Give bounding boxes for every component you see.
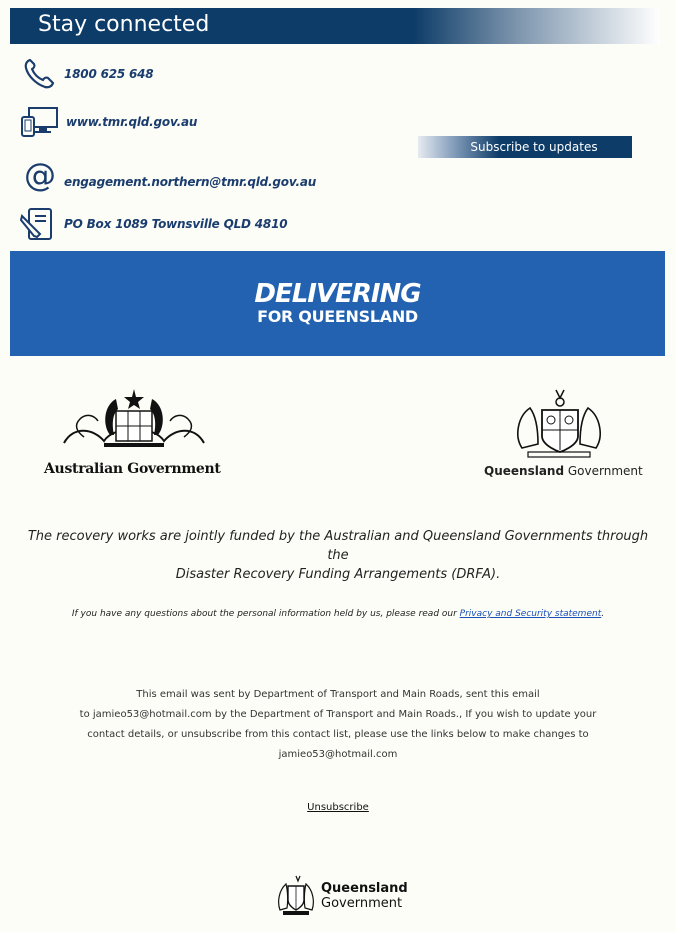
postal-address: PO Box 1089 Townsville QLD 4810 — [64, 217, 288, 231]
privacy-text: If you have any questions about the personal information held by us, please read our — [71, 609, 460, 619]
subscribe-button[interactable] — [418, 136, 632, 158]
queensland-crest-small-icon — [275, 874, 317, 918]
unsubscribe-row — [0, 802, 676, 813]
australian-government-name: Australian Government — [44, 461, 221, 477]
stay-connected-header — [10, 8, 660, 44]
funding-line2: Disaster Recovery Funding Arrangements (DRFA). — [175, 567, 501, 582]
privacy-notice — [20, 609, 656, 619]
queensland-government-name — [484, 464, 643, 478]
footer-logo-line1: Queensland — [321, 881, 408, 896]
footer-logo-text — [321, 881, 408, 911]
contact-post — [20, 206, 287, 242]
footer-line3: contact details, or unsubscribe from this contact list, please use the links below to make changes to — [87, 729, 589, 740]
banner-line1: DELIVERING — [254, 279, 421, 309]
contact-phone[interactable] — [20, 56, 153, 92]
commonwealth-crest-icon — [44, 385, 224, 465]
queensland-crest-icon — [484, 386, 634, 462]
letter-icon — [20, 206, 60, 242]
contact-email[interactable] — [20, 157, 316, 193]
email-link[interactable]: engagement.northern@tmr.qld.gov.au — [64, 175, 317, 189]
footer-queensland-logo — [275, 874, 408, 918]
footer-line2: to jamieo53@hotmail.com by the Department of Transport and Main Roads., If you wish to update your — [79, 709, 597, 720]
banner-line2: FOR QUEENSLAND — [257, 307, 418, 326]
privacy-end: . — [601, 609, 605, 619]
contact-website[interactable] — [20, 104, 197, 140]
email-footer-notice — [60, 685, 616, 765]
qld-name-bold: Queensland — [484, 464, 565, 478]
subscribe-label: Subscribe to updates — [470, 140, 598, 154]
devices-icon — [20, 104, 60, 140]
privacy-link[interactable]: Privacy and Security statement — [459, 609, 602, 619]
phone-icon — [20, 56, 60, 92]
delivering-banner — [10, 251, 665, 356]
website-link[interactable]: www.tmr.qld.gov.au — [66, 115, 198, 129]
funding-line1: The recovery works are jointly funded by the Australian and Queensland Governments through the — [27, 529, 649, 563]
footer-line1: This email was sent by Department of Transport and Main Roads, sent this email — [136, 689, 540, 700]
qld-name-rest: Government — [564, 464, 643, 478]
header-title: Stay connected — [38, 12, 210, 37]
footer-logo-line2: Government — [321, 896, 403, 911]
phone-number[interactable]: 1800 625 648 — [64, 67, 154, 81]
unsubscribe-link[interactable]: Unsubscribe — [307, 802, 369, 813]
footer-line4: jamieo53@hotmail.com — [278, 749, 398, 760]
funding-statement — [20, 527, 656, 584]
at-icon: @ — [24, 156, 56, 194]
